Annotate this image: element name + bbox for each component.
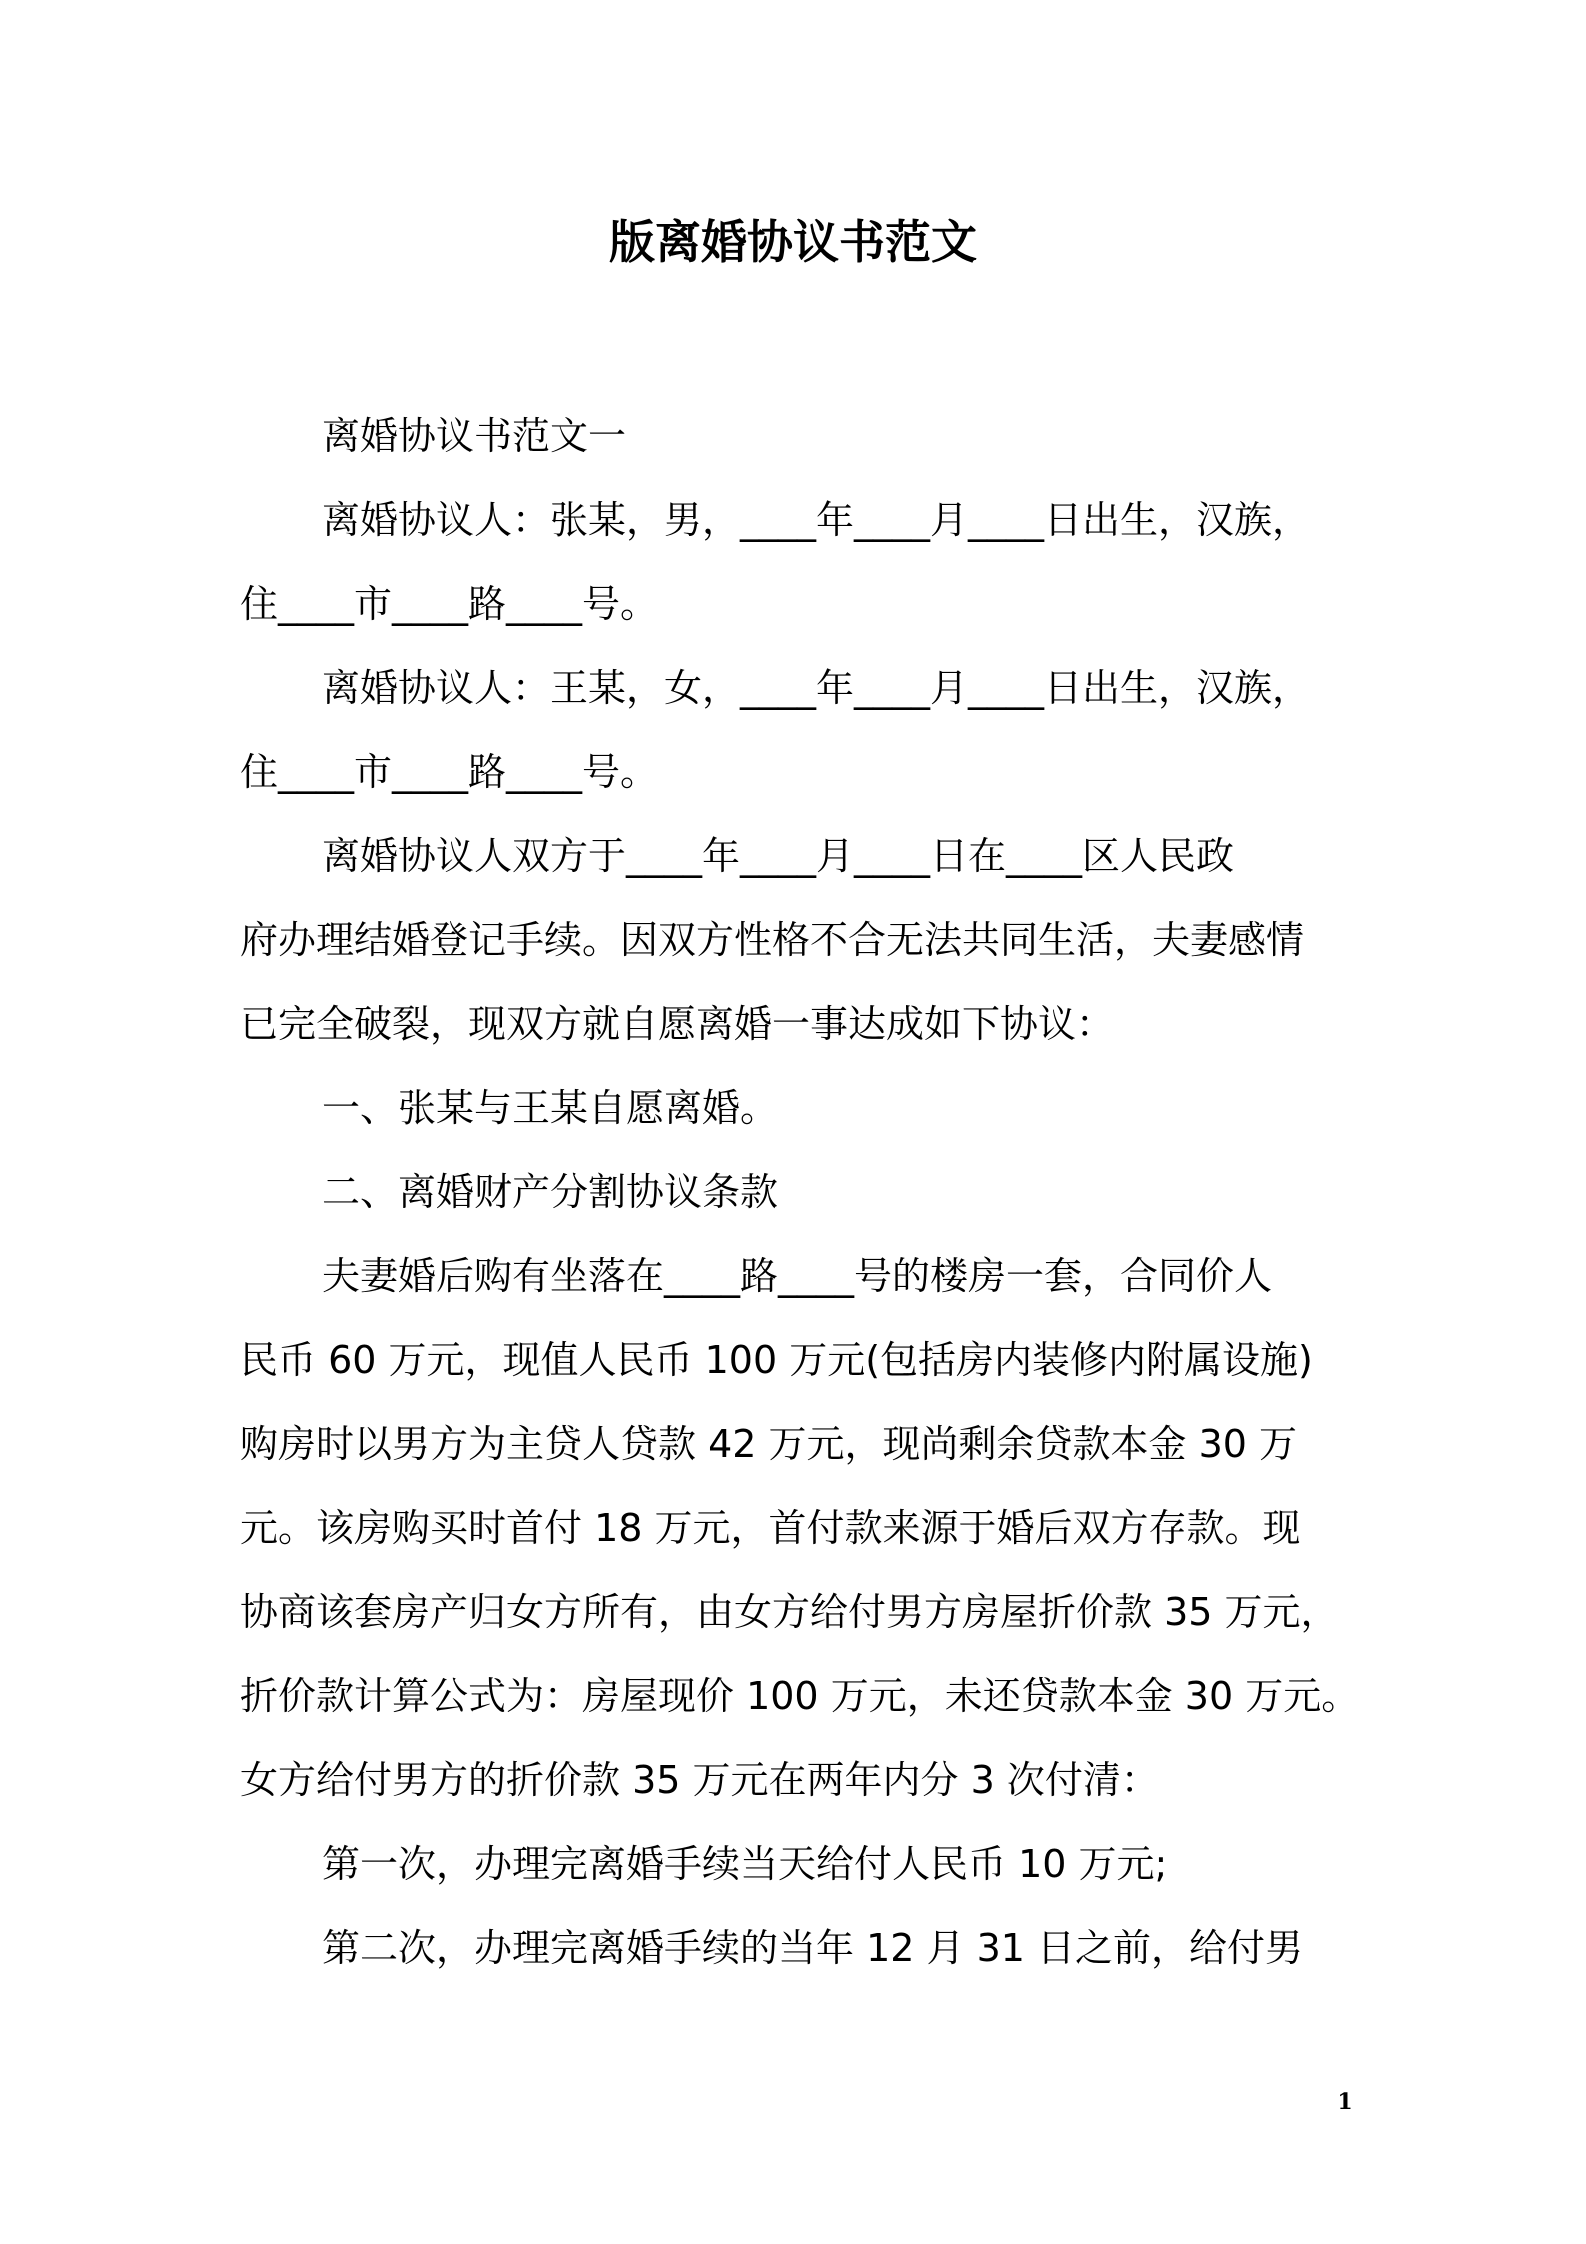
clause-heading: 二、离婚财产分割协议条款 xyxy=(322,1170,779,1214)
paragraph-line: 离婚协议人：张某，男，____年____月____日出生，汉族， xyxy=(322,498,1311,542)
clause-heading: 一、张某与王某自愿离婚。 xyxy=(322,1086,779,1130)
paragraph-line: 离婚协议人：王某，女，____年____月____日出生，汉族， xyxy=(322,666,1311,710)
paragraph-line: 第一次，办理完离婚手续当天给付人民币 10 万元; xyxy=(322,1842,1168,1886)
paragraph-line: 民币 60 万元，现值人民币 100 万元(包括房内装修内附属设施) xyxy=(240,1338,1313,1382)
paragraph-line: 协商该套房产归女方所有，由女方给付男方房屋折价款 35 万元， xyxy=(240,1590,1339,1634)
paragraph-line: 折价款计算公式为：房屋现价 100 万元，未还贷款本金 30 万元。 xyxy=(240,1674,1360,1718)
paragraph-line: 女方给付男方的折价款 35 万元在两年内分 3 次付清： xyxy=(240,1758,1159,1802)
paragraph-line: 已完全破裂，现双方就自愿离婚一事达成如下协议： xyxy=(240,1002,1115,1046)
paragraph-line: 离婚协议人双方于____年____月____日在____区人民政 xyxy=(322,834,1235,878)
paragraph-line: 夫妻婚后购有坐落在____路____号的楼房一套，合同价人 xyxy=(322,1254,1273,1298)
page-number: 1 xyxy=(1337,2089,1353,2115)
paragraph-line: 购房时以男方为主贷人贷款 42 万元，现尚剩余贷款本金 30 万 xyxy=(240,1422,1298,1466)
paragraph-line: 住____市____路____号。 xyxy=(240,582,659,626)
paragraph-line: 第二次，办理完离婚手续的当年 12 月 31 日之前，给付男 xyxy=(322,1926,1304,1970)
section-heading: 离婚协议书范文一 xyxy=(322,414,627,458)
paragraph-line: 住____市____路____号。 xyxy=(240,750,659,794)
paragraph-line: 元。该房购买时首付 18 万元，首付款来源于婚后双方存款。现 xyxy=(240,1506,1301,1550)
paragraph-line: 府办理结婚登记手续。因双方性格不合无法共同生活，夫妻感情 xyxy=(240,918,1305,962)
document-title: 版离婚协议书范文 xyxy=(609,215,977,269)
